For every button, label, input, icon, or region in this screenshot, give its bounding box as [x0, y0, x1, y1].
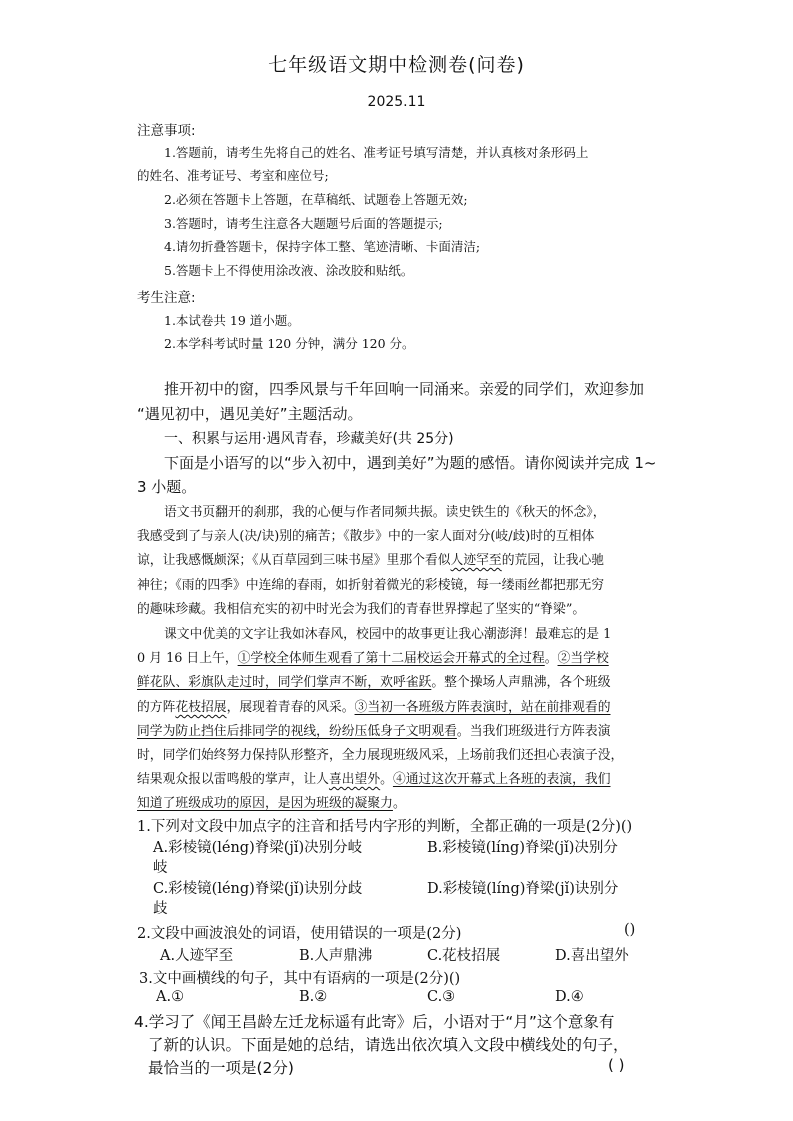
section-heading: 一、积累与运用·遇风青春，珍藏美好(共 25分) [164, 431, 454, 447]
question-3-option-b[interactable]: B.② [299, 989, 328, 1005]
passage-text: 0 月 16 日上午， [137, 651, 238, 666]
notice-item: 5.答题卡上不得使用涂改液、涂改胶和贴纸。 [164, 263, 414, 278]
wavy-phrase: 喜出望外 [328, 772, 381, 787]
underlined-sentence: ①学校全体师生观看了第十二届校运会开幕式的全过程 [237, 651, 545, 666]
question-1-option-d[interactable]: D.彩棱镜(líng)脊梁(jǐ)诀别分 [427, 881, 619, 897]
passage-line [137, 647, 609, 666]
passage-line [137, 792, 406, 811]
question-3-option-a[interactable]: A.① [156, 989, 185, 1005]
question-3-option-c[interactable]: C.③ [427, 989, 456, 1005]
passage-text: 。 [380, 772, 393, 787]
intro-line: 推开初中的窗，四季风景与千年回响一同涌来。亲爱的同学们，欢迎参加 [164, 380, 645, 398]
passage-line [137, 549, 604, 568]
passage-line: 时，同学们始终努力保持队形整齐，全力展现班级风采，上场前我们还担心表演子没， [137, 748, 624, 763]
question-4-stem: 4.学习了《闻王昌龄左迁龙标遥有此寄》后，小语对于“月”这个意象有 [134, 1013, 615, 1031]
wavy-phrase: 人迹罕至 [450, 553, 502, 568]
passage-text: 。 [544, 651, 558, 666]
underlined-sentence: 知道了班级成功的原因，是因为班级的凝聚力 [137, 796, 393, 811]
passage-text: 。当我们班级进行方阵表演 [456, 724, 611, 739]
underlined-sentence: 同学为防止挡住后排同学的视线，纷纷压低身子文明观看 [137, 724, 457, 739]
passage-text: 。 [392, 796, 406, 811]
underlined-sentence: ③当初一各班级方阵表演时，站在前排观看的 [354, 700, 611, 715]
underlined-sentence: 鲜花队、彩旗队走过时，同学们掌声不断，欢呼雀跃 [137, 675, 432, 690]
candidate-heading: 考生注意: [137, 290, 196, 306]
underlined-sentence: ④通过这次开幕式上各班的表演，我们 [392, 772, 611, 787]
question-3-option-d[interactable]: D.④ [555, 989, 584, 1005]
passage-line: 神往；《雨的四季》中连绵的春雨，如折射着微光的彩棱镜，每一缕雨丝都把那无穷 [137, 578, 605, 593]
underlined-sentence: ②当学校 [557, 651, 609, 666]
question-1-option-a[interactable]: A.彩棱镜(léng)脊梁(jǐ)决别分岐 [153, 840, 363, 856]
wavy-phrase: 花枝招展 [175, 700, 227, 715]
question-2-answer-paren[interactable]: () [624, 922, 636, 938]
passage-line: 语文书页翻开的刹那，我的心便与作者同频共振。读史铁生的《秋天的怀念》， [164, 505, 606, 520]
notice-item: 的姓名、准考证号、考室和座位号; [137, 168, 329, 183]
candidate-item: 2.本学科考试时量 120 分钟，满分 120 分。 [164, 336, 415, 351]
passage-text: 结果观众报以雷鸣般的掌声，让人 [137, 772, 329, 787]
question-2-option-d[interactable]: D.喜出望外 [555, 948, 629, 964]
passage-line [137, 696, 610, 715]
question-1-option-d-wrap: 歧 [153, 901, 168, 917]
question-1-option-b[interactable]: B.彩棱镜(líng)脊梁(jǐ)决别分 [427, 840, 618, 856]
prompt-line: 3 小题。 [137, 478, 197, 496]
notice-heading: 注意事项: [137, 123, 196, 139]
question-2-option-c[interactable]: C.花枝招展 [427, 948, 501, 964]
question-2-option-b[interactable]: B.人声鼎沸 [299, 948, 373, 964]
notice-item: 3.答题时，请考生注意各大题题号后面的答题提示; [164, 216, 443, 231]
question-2-stem: 2.文段中画波浪处的词语，使用错误的一项是(2分) [137, 926, 462, 942]
exam-date: 2025.11 [367, 94, 426, 110]
passage-text: 的荒园，让我心驰 [501, 553, 605, 568]
notice-item: 1.答题前，请考生先将自己的姓名、准考证号填写清楚，并认真核对条形码上 [164, 145, 589, 160]
candidate-item: 1.本试卷共 19 道小题。 [164, 313, 300, 328]
notice-item: 4.请勿折叠答题卡，保持字体工整、笔迹清晰、卡面清洁; [164, 239, 481, 254]
passage-line: 我感受到了与亲人(决/诀)别的痛苦；《散步》中的一家人面对分(岐/歧)时的互相体 [137, 529, 595, 544]
passage-text: ，展现着青春的风采。 [226, 700, 355, 715]
notice-item: 2.必须在答题卡上答题，在草稿纸、试题卷上答题无效; [164, 192, 468, 207]
intro-line: “遇见初中，遇见美好”主题活动。 [137, 405, 363, 423]
question-1-stem: 1.下列对文段中加点字的注音和括号内字形的判断，全都正确的一项是(2分)() [137, 819, 633, 835]
passage-line [137, 768, 610, 787]
passage-line [137, 720, 610, 739]
page-title: 七年级语文期中检测卷(问卷) [268, 54, 525, 76]
question-4-answer-paren[interactable]: ( ) [608, 1056, 625, 1074]
passage-line: 的趣味珍藏。我相信充实的初中时光会为我们的青春世界撑起了坚实的“脊梁”。 [137, 602, 586, 617]
question-2-option-a[interactable]: A.人迹罕至 [160, 948, 234, 964]
passage-line [137, 671, 610, 690]
question-1-option-c[interactable]: C.彩棱镜(léng)脊梁(jǐ)诀别分歧 [153, 881, 363, 897]
passage-line: 课文中优美的文字让我如沐春风，校园中的故事更让我心潮澎湃！最难忘的是 1 [164, 627, 612, 642]
question-1-option-b-wrap: 岐 [153, 860, 168, 876]
question-3-stem: 3.文中画横线的句子，其中有语病的一项是(2分)() [139, 971, 461, 987]
question-4-stem: 了新的认识。下面是她的总结，请选出依次填入文段中横线处的句子， [148, 1036, 629, 1054]
question-4-stem: 最恰当的一项是(2分) [148, 1059, 294, 1077]
prompt-line: 下面是小语写的以“步入初中，遇到美好”为题的感悟。请你阅读并完成 1~ [164, 454, 657, 472]
passage-text: 的方阵 [137, 700, 176, 715]
passage-text: 。整个操场人声鼎沸，各个班级 [431, 675, 611, 690]
passage-text: 谅，让我感慨颇深；《从百草园到三味书屋》里那个看似 [137, 553, 451, 568]
